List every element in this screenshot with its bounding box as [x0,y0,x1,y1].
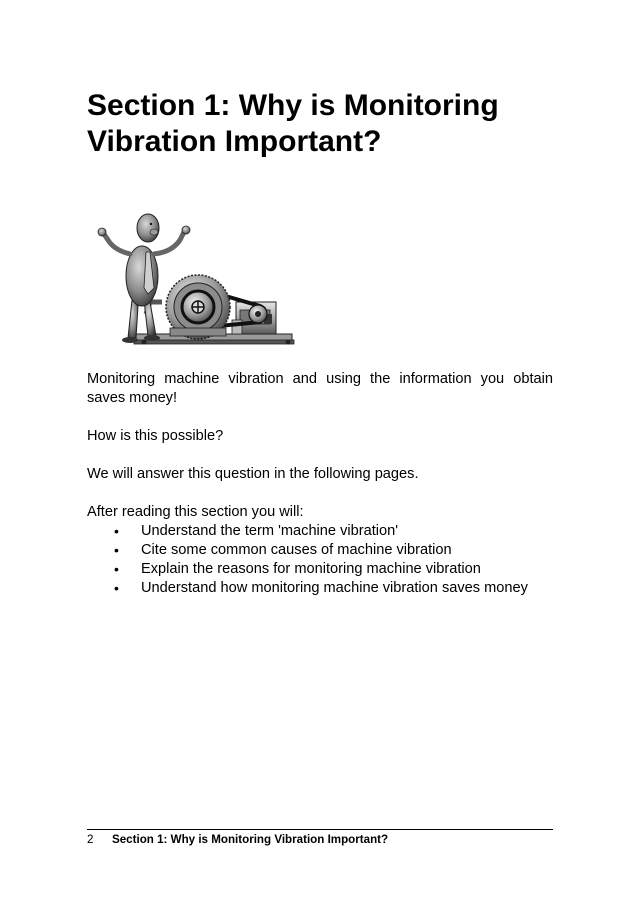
body-text [87,370,553,598]
list-item [87,541,553,560]
paragraph-answer: We will answer this question in the following pages. [87,466,419,482]
objectives-intro: After reading this section you will: [87,504,304,520]
bullet-icon: • [114,580,119,596]
footer-divider [87,829,553,830]
list-item-text: Explain the reasons for monitoring machine vibration [141,561,481,577]
page-title [87,88,557,160]
paragraph-question: How is this possible? [87,428,224,444]
bullet-icon: • [114,561,119,577]
page-footer [87,832,553,848]
objectives-list [87,522,553,598]
page-title-line-1: Section 1: Why is Monitoring [87,89,499,122]
bullet-icon: • [114,542,119,558]
list-item [87,579,553,598]
list-item [87,522,553,541]
bullet-icon: • [114,523,119,539]
paragraph-intro: Monitoring machine vibration and using the information you obtain saves money! [87,371,553,406]
list-item-text: Understand how monitoring machine vibration saves money [141,580,528,596]
list-item-text: Cite some common causes of machine vibration [141,542,452,558]
man-shrugging-beside-motor-machine-icon [88,210,298,352]
page-number: 2 [87,833,94,846]
list-item [87,560,553,579]
footer-title: Section 1: Why is Monitoring Vibration Important? [112,833,389,846]
page-title-line-2: Vibration Important? [87,125,382,158]
list-item-text: Understand the term 'machine vibration' [141,523,399,539]
